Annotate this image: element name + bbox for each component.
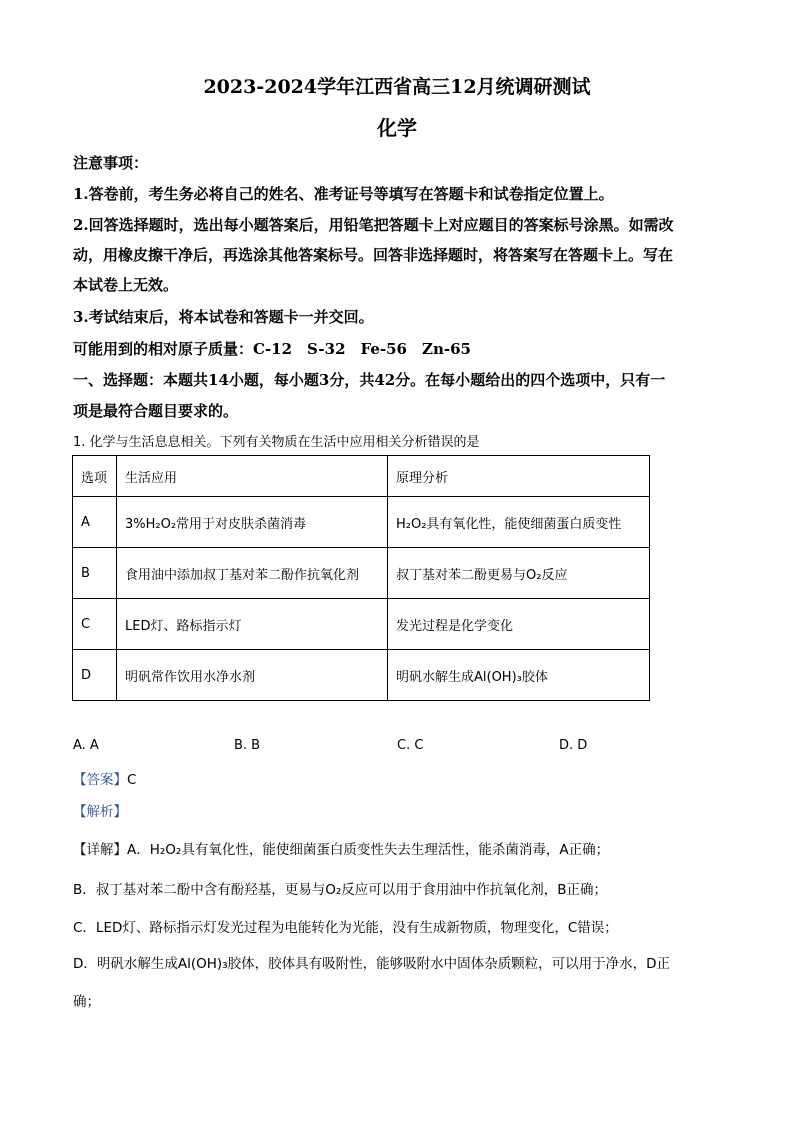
notice-item-1: 1.答卷前，考生务必将自己的姓名、准考证号等填写在答题卡和试卷指定位置上。: [73, 185, 614, 203]
choice-d: D. D: [559, 738, 588, 753]
header-option: 选项: [73, 456, 117, 497]
subject-title: 化学: [377, 116, 417, 140]
row-application: LED灯、路标指示灯: [117, 599, 388, 650]
answer-label: 【答案】: [73, 772, 127, 788]
table-row: [73, 650, 650, 701]
detail-b: B．叔丁基对苯二酚中含有酚羟基，更易与O₂反应可以用于食用油中作抗氧化剂，B正确；: [73, 882, 608, 898]
atomic-mass-line: 可能用到的相对原子质量：C-12 S-32 Fe-56 Zn-65: [73, 340, 471, 358]
row-reason: 叔丁基对苯二酚更易与O₂反应: [388, 548, 650, 599]
choice-a: A. A: [73, 738, 99, 753]
row-reason: H₂O₂具有氧化性，能使细菌蛋白质变性: [388, 497, 650, 548]
detail-d-line-2: 确；: [73, 994, 100, 1010]
table-row: [73, 548, 650, 599]
row-application: 明矾常作饮用水净水剂: [117, 650, 388, 701]
exam-title: 2023-2024学年江西省高三12月统调研测试: [203, 76, 591, 98]
section-heading-line-1: 一、选择题：本题共14小题，每小题3分，共42分。在每小题给出的四个选项中，只有一: [73, 371, 666, 389]
row-option: B: [73, 548, 117, 599]
detail-d-line-1: D．明矾水解生成Al(OH)₃胶体，胶体具有吸附性，能够吸附水中固体杂质颗粒，可以用于净水，D正: [73, 956, 670, 972]
row-application: 3%H₂O₂常用于对皮肤杀菌消毒: [117, 497, 388, 548]
choice-b: B. B: [234, 738, 261, 753]
section-heading-line-2: 项是最符合题目要求的。: [73, 402, 239, 420]
notice-item-2-line-3: 本试卷上无效。: [73, 276, 179, 294]
choice-c: C. C: [397, 738, 424, 753]
notice-item-2-line-2: 动，用橡皮擦干净后，再选涂其他答案标号。回答非选择题时，将答案写在答题卡上。写在: [73, 246, 674, 264]
table-row: [73, 497, 650, 548]
table-row: [73, 599, 650, 650]
answer-value: C: [127, 772, 137, 788]
row-option: A: [73, 497, 117, 548]
answer-line: [73, 768, 136, 788]
notice-heading: 注意事项：: [73, 154, 149, 172]
row-reason: 明矾水解生成Al(OH)₃胶体: [388, 650, 650, 701]
notice-item-3: 3.考试结束后，将本试卷和答题卡一并交回。: [73, 308, 374, 326]
options-table: [72, 455, 650, 701]
header-reason: 原理分析: [388, 456, 650, 497]
row-application: 食用油中添加叔丁基对苯二酚作抗氧化剂: [117, 548, 388, 599]
notice-item-2-line-1: 2.回答选择题时，选出每小题答案后，用铅笔把答题卡上对应题目的答案标号涂黑。如需改: [73, 216, 674, 234]
row-option: D: [73, 650, 117, 701]
question-stem: 1. 化学与生活息息相关。下列有关物质在生活中应用相关分析错误的是: [73, 435, 480, 450]
detail-a: 【详解】A．H₂O₂具有氧化性，能使细菌蛋白质变性失去生理活性，能杀菌消毒，A正确；: [73, 842, 610, 858]
row-reason: 发光过程是化学变化: [388, 599, 650, 650]
analysis-label: 【解析】: [73, 804, 127, 820]
table-header-row: [73, 456, 650, 497]
detail-c: C．LED灯、路标指示灯发光过程为电能转化为光能，没有生成新物质，物理变化，C错误；: [73, 920, 618, 936]
header-application: 生活应用: [117, 456, 388, 497]
row-option: C: [73, 599, 117, 650]
